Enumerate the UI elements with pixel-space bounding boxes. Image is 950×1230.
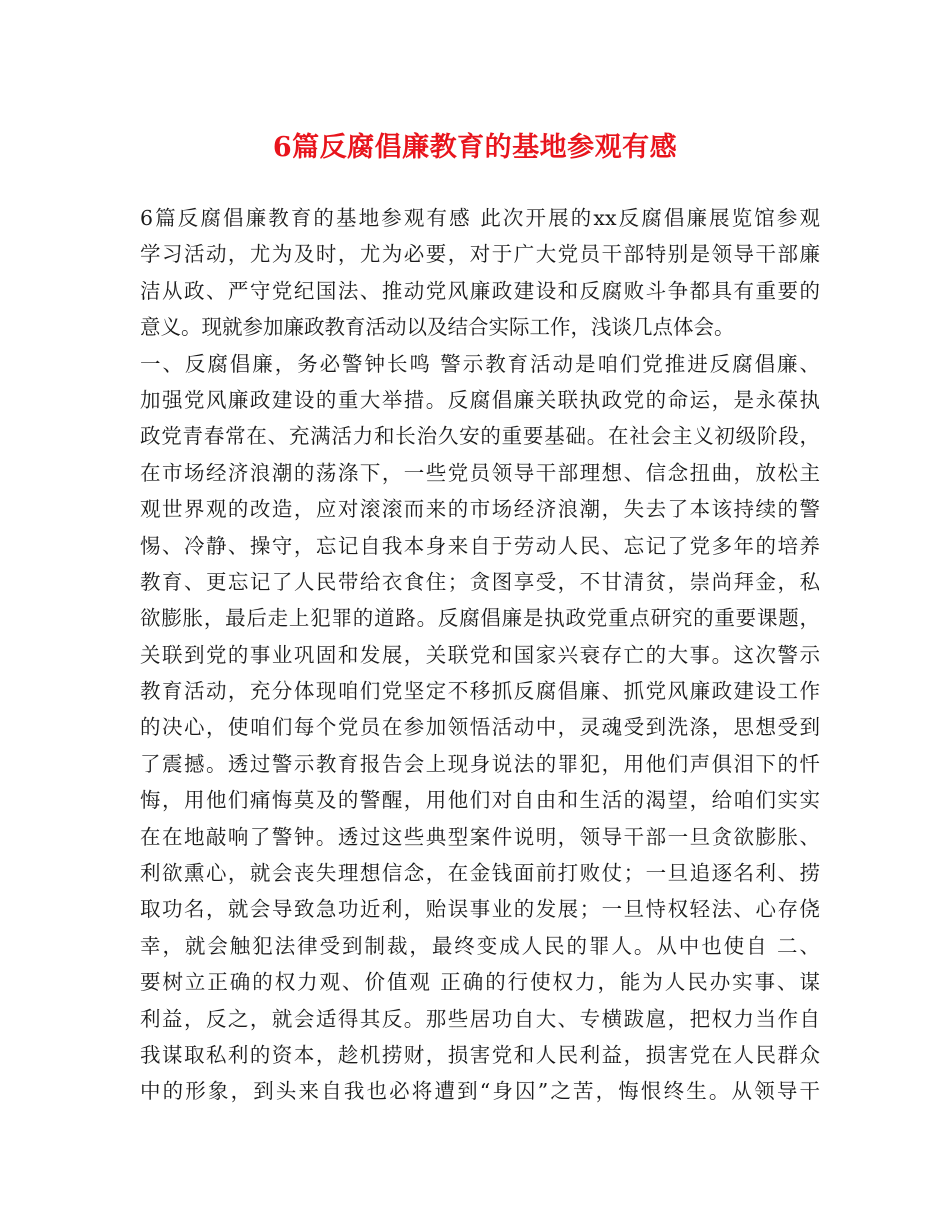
text-line: 惕、冷静、操守，忘记自我本身来自于劳动人民、忘记了党多年的培养 [140, 533, 820, 558]
text-line: 的决心，使咱们每个党员在参加领悟活动中，灵魂受到洗涤，思想受到 [140, 715, 820, 740]
text-line: 意义。现就参加廉政教育活动以及结合实际工作，浅谈几点体会。 [140, 315, 735, 340]
text-line: 教育、更忘记了人民带给衣食住；贪图享受，不甘清贫，崇尚拜金，私 [140, 569, 820, 594]
text-line: 加强党风廉政建设的重大举措。反腐倡廉关联执政党的命运，是永葆执 [140, 387, 820, 412]
text-line: 在市场经济浪潮的荡涤下，一些党员领导干部理想、信念扭曲，放松主 [140, 460, 820, 485]
text-line: 一、反腐倡廉，务必警钟长鸣 警示教育活动是咱们党推进反腐倡廉、 [140, 351, 820, 376]
text-line: 洁从政、严守党纪国法、推动党风廉政建设和反腐败斗争都具有重要的 [140, 278, 820, 303]
document-body [140, 200, 820, 1110]
text-line: 学习活动，尤为及时，尤为必要，对于广大党员干部特别是领导干部廉 [140, 242, 820, 267]
document-title: 6篇反腐倡廉教育的基地参观有感 [272, 132, 678, 163]
text-line: 观世界观的改造，应对滚滚而来的市场经济浪潮，失去了本该持续的警 [140, 497, 820, 522]
text-line: 6篇反腐倡廉教育的基地参观有感 此次开展的xx反腐倡廉展览馆参观 [140, 206, 820, 230]
text-line: 教育活动，充分体现咱们党坚定不移抓反腐倡廉、抓党风廉政建设工作 [140, 679, 820, 704]
text-line: 我谋取私利的资本，趁机捞财，损害党和人民利益，损害党在人民群众 [140, 1042, 820, 1067]
text-line: 要树立正确的权力观、价值观 正确的行使权力，能为人民办实事、谋 [140, 970, 820, 995]
text-line: 欲膨胀，最后走上犯罪的道路。反腐倡廉是执政党重点研究的重要课题， [140, 606, 820, 631]
text-line: 了震撼。透过警示教育报告会上现身说法的罪犯，用他们声俱泪下的忏 [140, 751, 820, 776]
text-line: 利益，反之，就会适得其反。那些居功自大、专横跋扈，把权力当作自 [140, 1006, 820, 1031]
text-line: 在在地敲响了警钟。透过这些典型案件说明，领导干部一旦贪欲膨胀、 [140, 824, 820, 849]
text-line: 中的形象，到头来自我也必将遭到“身囚”之苦，悔恨终生。从领导干 [140, 1079, 820, 1104]
text-line: 关联到党的事业巩固和发展，关联党和国家兴衰存亡的大事。这次警示 [140, 642, 820, 667]
text-line: 幸，就会触犯法律受到制裁，最终变成人民的罪人。从中也使自 二、 [140, 933, 820, 958]
text-line: 政党青春常在、充满活力和长治久安的重要基础。在社会主义初级阶段， [140, 424, 820, 449]
text-line: 取功名，就会导致急功近利，贻误事业的发展；一旦恃权轻法、心存侥 [140, 897, 820, 922]
text-line: 利欲熏心，就会丧失理想信念，在金钱面前打败仗；一旦追逐名利、捞 [140, 861, 820, 886]
text-line: 悔，用他们痛悔莫及的警醒，用他们对自由和生活的渴望，给咱们实实 [140, 788, 820, 813]
